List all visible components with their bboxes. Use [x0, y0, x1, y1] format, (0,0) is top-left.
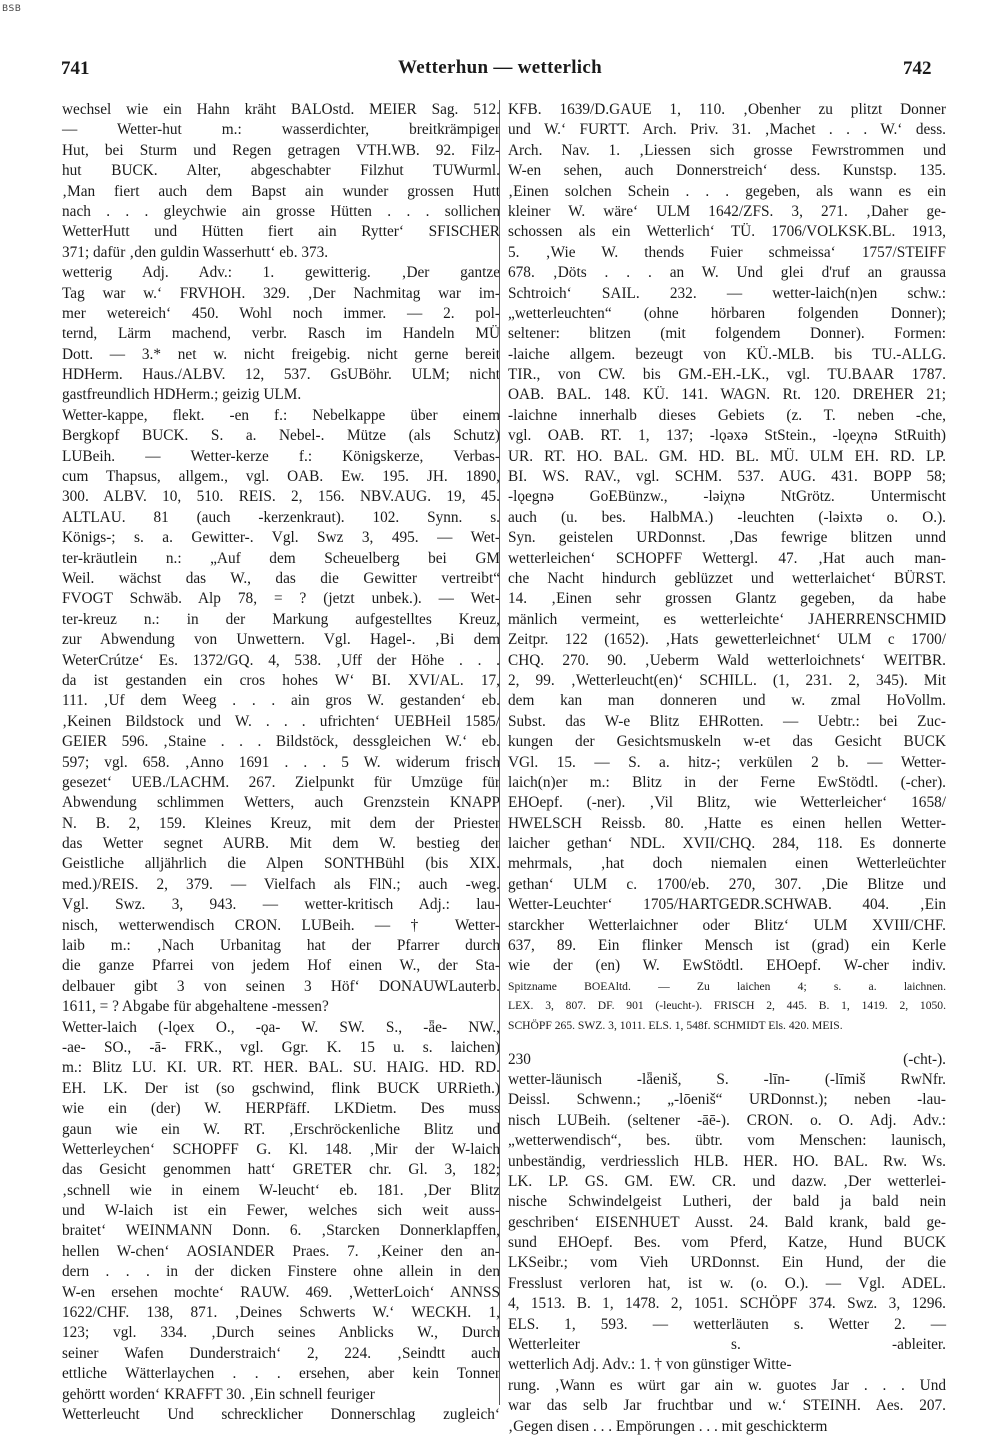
text-line: wetterig Adj. Adv.: 1. gewitterig. ‚Der gantze: [62, 264, 500, 282]
text-line: 371; dafür ‚den guldin Wasserhutt‘ eb. 373.: [62, 243, 329, 261]
text-line: und W-laich ist ein Fewer, welches sich weit auss-: [62, 1202, 500, 1220]
text-line: 637, 89. Ein flinker Mensch ist (grad) ein Kerle: [508, 937, 946, 955]
text-line: 5. ‚Wie W. thends Fuier schmeissa‘ 1757/STEIFF: [508, 243, 946, 261]
text-line: Bergkopf BUCK. S. a. Nebel-. Mütze (als Schutz): [62, 427, 500, 445]
text-line: -laiche allgem. bezeugt von KÜ.-MLB. bis TU.-ALLG.: [508, 345, 946, 363]
text-line: 111. ‚Uf dem Weeg . . . ain gros W. gestanden‘ eb.: [62, 692, 500, 710]
text-line: wie der (en) W. EwStödtl. EHOepf. W-cher indiv.: [508, 957, 946, 975]
text-line: laich(n)er m.: Blitz in der Ferne EwStödtl. (-cher).: [508, 773, 946, 791]
text-line: Subst. das W-e Blitz EHRotten. — Uebtr.: bei Zuc-: [508, 712, 946, 730]
text-line: WeterCrútze‘ Es. 1372/GQ. 4, 538. ‚Uff der Höhe . . .: [62, 651, 500, 669]
text-line: laicher gethan‘ NDL. XVII/CHQ. 284, 118. Es donnerte: [508, 835, 946, 853]
text-line: „wetterleuchten“ (ohne hörbaren folgenden Donner);: [508, 304, 946, 322]
text-line: GEIER 596. ‚Staine . . . Bildstöck, dessgleichen W.‘ eb.: [62, 733, 500, 751]
text-line: Geistliche alljährlich die Alpen SONTHBühl (bis XIX.: [62, 855, 500, 873]
text-line: war das selb Jar fruchtbar und w.‘ STEINH. Aes. 207.: [508, 1397, 946, 1415]
text-line: W-en sehen, auch Donnerstreich‘ dess. Kunstsp. 135.: [508, 162, 946, 180]
text-line: Spitzname BOEAltd. — Zu laichen 4; s. a. laichnen.: [508, 979, 946, 993]
text-line: delbauer gibt 3 von seinen 3 Höf‘ DONAUWLauterb.: [62, 977, 500, 995]
text-line: 1622/CHF. 138, 871. ‚Deines Schwerts W.‘ WECKH. 1,: [62, 1304, 500, 1322]
text-line: dem kan man donneren und w. zmal HoVollm.: [508, 692, 946, 710]
text-line: ELS. 1, 593. — wetterläuten s. Wetter 2. —: [508, 1315, 946, 1333]
text-line: starckher Wetterlaichner oder Blitz‘ ULM XVIII/CHF.: [508, 916, 946, 934]
text-line: Arch. Nav. 1. ‚Liessen sich grosse Fewrstrommen und: [508, 141, 946, 159]
text-line: ‚Gegen disen . . . Empörungen . . . mit geschickterm: [508, 1417, 828, 1435]
text-line: SCHÖPF 265. SWZ. 3, 1011. ELS. 1, 548f. SCHMIDT Els. 420. MEIS.: [508, 1018, 843, 1032]
text-line: geschriben‘ EISENHUET Ausst. 24. Bald krank, bald ge-: [508, 1213, 946, 1231]
text-line: seiner Wafen Dunderstraich‘ 2, 224. ‚Seindtt auch: [62, 1344, 500, 1362]
text-line: nische Schwindelgeist Lutheri, der bald ja bald nein: [508, 1193, 946, 1211]
text-line: wetterleichen‘ SCHOPFF Wettergl. 47. ‚Hat auch man-: [508, 549, 946, 567]
text-line: gaun wie ein W. RT. ‚Erschröckenliche Blitz und: [62, 1120, 500, 1138]
text-line: -laichne innerhalb dieses Gebiets (z. T. neben -che,: [508, 406, 946, 424]
text-line: HDHerm. Haus./ALBV. 12, 537. GsUBöhr. ULM; nicht: [62, 366, 500, 384]
text-line: BI. WS. RAV., vgl. SCHM. 537. AUG. 431. BOPP 58;: [508, 468, 946, 486]
text-line: da ist gestanden ein cros hohes W‘ BI. XVI/AL. 17,: [62, 671, 500, 689]
text-line: OAB. BAL. 148. KÜ. 141. WAGN. Rt. 120. DREHER 21;: [508, 386, 946, 404]
text-line: rung. ‚Wann es würt gar ain w. guotes Jar . . . Und: [508, 1376, 946, 1394]
text-line: LEX. 3, 807. DF. 901 (-leucht-). FRISCH 2, 445. B. 1, 1419. 2, 1050.: [508, 999, 946, 1013]
text-line: gastfreundlich HDHerm.; geizig ULM.: [62, 386, 302, 404]
text-line: kungen der Gesichtsmuskeln w-et das Gesicht BUCK: [508, 733, 946, 751]
text-line: braitet‘ WEINMANN Donn. 6. ‚Starcken Donnerklapffen,: [62, 1222, 500, 1240]
right-column: [508, 100, 946, 1435]
text-line: Deissl. Schwenn.; „-lōeniš“ URDonnst.); neben -lau-: [508, 1091, 946, 1109]
text-line: Wetterleucht Und schrecklicher Donnerschlag zugleich‘: [62, 1406, 500, 1423]
text-line: Schtroich‘ SAIL. 232. — wetter-laich(n)en schw.:: [508, 284, 946, 302]
running-head: Wetterhun — wetterlich: [398, 57, 602, 78]
text-line: Zeitpr. 122 (1652). ‚Hats gewetterleichnet‘ ULM c 1700/: [508, 631, 946, 649]
text-line: gethan‘ ULM c. 1700/eb. 270, 307. ‚Die Blitze und: [508, 875, 946, 893]
text-line: EHOepf. (-ner). ‚Vil Blitz, wie Wetterleicher‘ 1658/: [508, 794, 946, 812]
text-line: wechsel wie ein Hahn kräht BALOstd. MEIER Sag. 512.: [62, 101, 500, 118]
text-line: Tag war w.‘ FRVHOH. 329. ‚Der Nachmitag war im-: [62, 284, 500, 302]
text-line: ‚schnell wie in einem W-leucht‘ eb. 181. ‚Der Blitz: [62, 1181, 500, 1199]
text-line: W-en ersehen mochte‘ RAUW. 469. ‚WetterLoich‘ ANNSS: [62, 1283, 500, 1301]
text-line: das Gesicht genommen hatt‘ GRETER chr. Gl. 3, 182;: [62, 1161, 500, 1179]
text-line: ‚Keinen Bildstock und W. . . . ufrichten‘ UEBHeil 1585/: [62, 712, 500, 730]
text-line: Vgl. Swz. 3, 943. — wetter-kritisch Adj.: lau-: [62, 896, 500, 914]
text-line: m.: Blitz LU. KI. UR. RT. HER. BAL. SU. HAIG. HD. RD.: [62, 1059, 500, 1077]
text-line: ter-kreuz n.: in der Markung aufgestelltes Kreuz,: [62, 610, 500, 628]
text-line: che Nacht hindurch geblüzzet und wetterlaichet‘ BÜRST.: [508, 569, 946, 587]
text-line: ternd, Lärm machend, verbr. Rasch im Handeln MÜ: [62, 325, 500, 343]
text-line: EH. LK. Der ist (so gschwind, flink BUCK URRieth.): [62, 1079, 500, 1097]
text-line: ‚Einen solchen Schein . . . gegeben, als wann es ein: [508, 182, 946, 200]
text-line: seltener: blitzen (mit folgendem Donner). Formen:: [508, 325, 946, 343]
text-line: wie ein (der) W. HERPfäff. LKDietm. Des muss: [62, 1100, 500, 1118]
text-line: cum Thapsus, allgem., vgl. OAB. Ew. 195. JH. 1890,: [62, 468, 500, 486]
text-line: unbeständig, verdriesslich HLB. HER. HO. BAL. Rw. Ws.: [508, 1152, 946, 1170]
text-line: Fresslust verloren hat, ist w. (o. O.). — Vgl. ADEL.: [508, 1274, 946, 1292]
left-column: [62, 100, 500, 1423]
page-number-left: 741: [61, 58, 90, 79]
text-line: gesezet‘ UEB./LACHM. 267. Zielpunkt für Umzüge für: [62, 773, 500, 791]
column-divider: [499, 100, 500, 1405]
text-line: nisch LUBeih. (seltener -āē-). CRON. o. O. Adj. Adv.:: [508, 1111, 946, 1129]
text-line: schossen als ein Wetterlich‘ TÜ. 1706/VOLKSK.BL. 1913,: [508, 223, 946, 241]
text-line: gehörtt worden‘ KRAFFT 30. ‚Ein schnell feuriger: [62, 1385, 375, 1403]
text-line: med.)/REIS. 2, 379. — Vielfach als FlN.; auch -weg.: [62, 875, 500, 893]
text-line: 1611, = ? Abgabe für abgehaltene -messen?: [62, 998, 329, 1016]
text-line: Hut, bei Sturm und Regen getragen VTH.WB. 92. Filz-: [62, 141, 500, 159]
text-line: die ganze Pfarrei von jedem Hof einen W., der Sta-: [62, 957, 500, 975]
text-line: — Wetter-hut m.: wasserdichter, breitkrämpiger: [62, 121, 500, 139]
text-line: LUBeih. — Wetter-kerze f.: Königskerze, Verbas-: [62, 447, 500, 465]
text-line: auch (u. bes. HalbMA.) -leuchten (-ləixtə o. O.).: [508, 508, 946, 526]
text-line: mer wetereich‘ 450. Wohl noch immer. — 2. pol-: [62, 304, 500, 322]
text-line: Wetterleychen‘ SCHOPFF G. Kl. 148. ‚Mir der W-laich: [62, 1140, 500, 1158]
text-line: laib m.: ‚Nach Urbanitag hat der Pfarrer durch: [62, 937, 500, 955]
page-number-right: 742: [903, 58, 932, 79]
text-line: CHQ. 270. 90. ‚Ueberm Wald wetterloichnets‘ WEITBR.: [508, 651, 946, 669]
text-line: ‚Man fiert auch dem Bapst ain wunder grossen Hutt: [62, 182, 500, 200]
text-line: mehrmals, ‚hat doch niemalen einen Wetterleüchter: [508, 855, 946, 873]
text-line: Wetter-kappe, flekt. -en f.: Nebelkappe über einem: [62, 406, 500, 424]
text-line: Weil. wächst das W., das die Gewitter vertreibt“: [62, 569, 500, 587]
text-line: -ae- SO., -ā- FRK., vgl. Ggr. K. 15 u. s. laichen): [62, 1038, 500, 1056]
text-line: N. B. 2, 159. Kleines Kreuz, mit dem der Priester: [62, 814, 500, 832]
text-line: LKSeibr.; vom Vieh URDonnst. Ein Hund, der die: [508, 1254, 946, 1272]
text-line: dern . . . in der dicken Finstere ohne allein in den: [62, 1263, 500, 1281]
text-line: HWELSCH Reissb. 80. ‚Hatte es einen hellen Wetter-: [508, 814, 946, 832]
text-line: Wetter-laich (-lǫex O., -ǫa- W. SW. S., -ǟe- NW.,: [62, 1018, 500, 1036]
text-line: 2, 99. ‚Wetterleucht(en)‘ SCHILL. (1, 231. 2, 345). Mit: [508, 671, 946, 689]
text-line: Syn. geistelen URDonnst. ‚Das fewrige blitzen unnd: [508, 529, 946, 547]
text-line: Wetterleiter s. -ableiter.: [508, 1336, 946, 1354]
text-line: das Wetter segnet AURB. Mit dem W. bestieg der: [62, 835, 500, 853]
text-line: ettliche Wätterlaychen . . . ersehen, aber kein Tonner: [62, 1365, 500, 1383]
text-line: nach . . . gleychwie ain grosse Hütten . . . sollichen: [62, 202, 500, 220]
text-line: KFB. 1639/D.GAUE 1, 110. ‚Obenher zu plitzt Donner: [508, 101, 946, 118]
text-line: 678. ‚Döts . . . an W. Und glei d'ruf an graussa: [508, 264, 946, 282]
text-line: sund EHOepf. Bes. vom Pferd, Katze, Hund BUCK: [508, 1234, 946, 1252]
text-line: mänlich vermeint, es wetterleichte‘ JAHERRENSCHMID: [508, 610, 946, 628]
text-line: ter-kräutlein n.: „Auf dem Scheuelberg bei GM: [62, 549, 500, 567]
text-line: -lǫegnə GoEBünzw., -ləiχnə NtGrötz. Untermischt: [508, 488, 946, 506]
text-line: 300. ALBV. 10, 510. REIS. 2, 156. NBV.AUG. 19, 45.: [62, 488, 500, 506]
text-line: zur Abwendung von Unwettern. Vgl. Hagel-. ‚Bi dem: [62, 631, 500, 649]
text-line: Königs-; s. a. Gewitter-. Vgl. Swz 3, 495. — Wet-: [62, 529, 500, 547]
text-line: LK. LP. GS. GM. EW. CR. und dazw. ‚Der wetterlei-: [508, 1172, 946, 1190]
library-stamp: BSB: [2, 4, 22, 14]
text-line: wetterlich Adj. Adv.: 1. † von günstiger Witte-: [508, 1356, 792, 1374]
text-line: vgl. OAB. RT. 1, 137; -lǫəxə StStein., -lǫeχnə StRuith): [508, 427, 946, 445]
text-line: VGl. 15. — S. a. hitz-; verkülen 2 b. — Wetter-: [508, 753, 946, 771]
text-line: „wetterwendisch“, bes. übtr. vom Menschen: launisch,: [508, 1132, 946, 1150]
text-line: und W.‘ FURTT. Arch. Priv. 31. ‚Machet . . . W.‘ dess.: [508, 121, 946, 139]
text-line: FVOGT Schwäb. Alp 78, = ? (jetzt unbek.). — Wet-: [62, 590, 500, 608]
text-line: Dott. — 3.* net w. nicht freigebig. nicht gerne bereit: [62, 345, 500, 363]
text-line: UR. RT. HO. BAL. GM. HD. BL. MÜ. ULM EH. RD. LP.: [508, 447, 946, 465]
text-line: WetterHutt und Hütten fiert ain Rytter‘ SFISCHER: [62, 223, 500, 241]
text-line: 597; vgl. 658. ‚Anno 1691 . . . 5 W. widerum frisch: [62, 753, 500, 771]
text-line: hellen W-chen‘ AOSIANDER Praes. 7. ‚Keiner den an-: [62, 1242, 500, 1260]
text-line: 230 (-cht-).: [508, 1050, 946, 1068]
text-line: wetter-läunisch -lǟeniš, S. -līn- (-līmiš RwNfr.: [508, 1070, 946, 1088]
text-line: 4, 1513. B. 1, 1478. 2, 1051. SCHÖPF 374. Swz. 3, 1296.: [508, 1295, 946, 1313]
text-line: Wetter-Leuchter‘ 1705/HARTGEDR.SCHWAB. 404. ‚Ein: [508, 896, 946, 914]
text-line: Abwendung schlimmen Wetters, auch Grenzstein KNAPP: [62, 794, 500, 812]
text-line: TIR., von CW. bis GM.-EH.-LK., vgl. TU.BAAR 1787.: [508, 366, 946, 384]
text-line: kleiner W. wäre‘ ULM 1642/ZFS. 3, 271. ‚Daher ge-: [508, 202, 946, 220]
text-line: 123; vgl. 334. ‚Durch seines Anblicks W., Durch: [62, 1324, 500, 1342]
text-line: 14. ‚Einen sehr grossen Glantz gegeben, da habe: [508, 590, 946, 608]
text-line: nisch, wetterwendisch CRON. LUBeih. — † Wetter-: [62, 916, 500, 934]
text-line: ALTLAU. 81 (auch -kerzenkraut). 102. Synn. s.: [62, 508, 500, 526]
text-line: hut BUCK. Alter, abgeschabter Filzhut TUWurml.: [62, 162, 500, 180]
